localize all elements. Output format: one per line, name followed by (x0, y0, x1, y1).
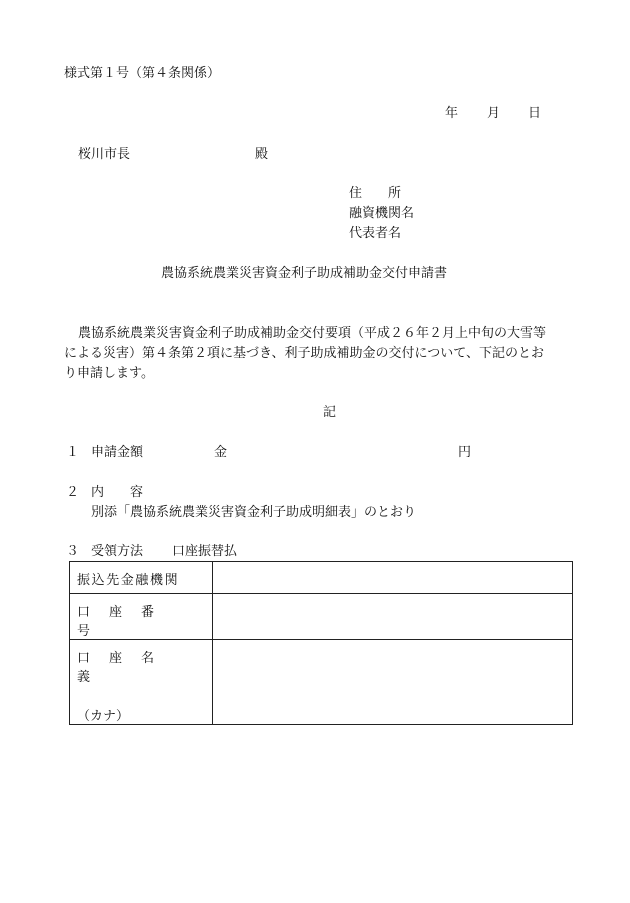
account-name-row (70, 640, 573, 725)
item-3-method: 口座振替払 (172, 544, 238, 559)
bank-label: 振込先金融機関 (77, 573, 180, 588)
bank-account-table (69, 561, 573, 725)
body-line-3: り申請します。 (64, 366, 154, 381)
account-name-label-cell (70, 640, 213, 725)
item-2-label: 内 容 (91, 485, 144, 500)
form-number: 様式第１号（第４条関係） (64, 66, 221, 81)
item-2-detail: 別添「農協系統農業災害資金利子助成明細表」のとおり (91, 505, 417, 520)
bank-label-cell (70, 562, 213, 594)
item-1-kin: 金 (214, 445, 228, 460)
account-number-label: 口座番号 (77, 605, 174, 639)
account-number-value-cell[interactable] (213, 594, 573, 640)
account-number-label-cell (70, 594, 213, 640)
item-1-label: 申請金額 (91, 445, 144, 460)
applicant-institution-label: 融資機関名 (349, 206, 415, 221)
item-2-number: ２ (66, 485, 80, 500)
applicant-representative-label: 代表者名 (349, 226, 402, 241)
kana-label: （カナ） (77, 709, 130, 724)
item-3-label: 受領方法 (91, 544, 144, 559)
item-1-number: １ (66, 445, 80, 460)
date-year: 年 (445, 106, 459, 121)
applicant-address-label: 住 所 (349, 186, 402, 201)
account-name-value-cell[interactable] (213, 640, 573, 725)
addressee-name: 桜川市長 (78, 147, 131, 162)
bank-row (70, 562, 573, 594)
item-3-number: ３ (66, 544, 80, 559)
item-1-yen: 円 (458, 445, 472, 460)
document-title: 農協系統農業災害資金利子助成補助金交付申請書 (161, 266, 448, 281)
body-line-1: 農協系統農業災害資金利子助成補助金交付要項（平成２６年２月上中旬の大雪等 (78, 326, 547, 341)
body-line-2: による災害）第４条第２項に基づき、利子助成補助金の交付について、下記のとお (64, 346, 544, 361)
bank-value-cell[interactable] (213, 562, 573, 594)
addressee-honorific: 殿 (255, 147, 269, 162)
account-name-label: 口座名義 (77, 651, 174, 685)
account-number-row (70, 594, 573, 640)
date-day: 日 (528, 106, 542, 121)
ki-heading: 記 (323, 405, 337, 420)
date-month: 月 (487, 106, 501, 121)
